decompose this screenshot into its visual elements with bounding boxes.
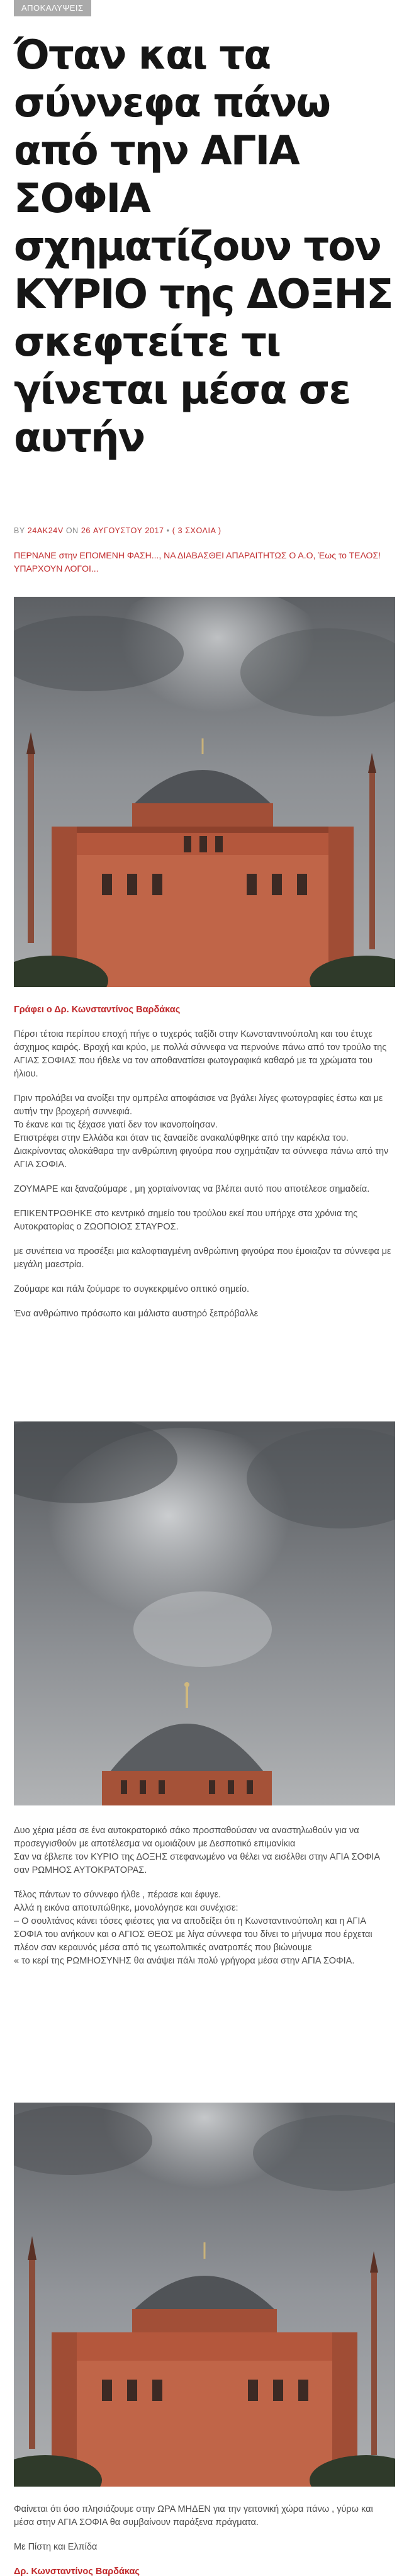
paragraph-8-line-1: Δυο χέρια μέσα σε ένα αυτοκρατορικό σάκο προσπαθούσαν να αναστηλωθούν για να προσεγγισθούν με αποτέλεσμα να ομοιάζουν με Δεσποτικό επιμανίκια: [14, 1826, 359, 1849]
author-byline: Γράφει ο Δρ. Κωνσταντίνος Βαρδάκας: [14, 1005, 181, 1015]
signature-name: Δρ. Κωνσταντίνος Βαρδάκας: [14, 2567, 140, 2576]
article-body-part-3: [14, 2503, 395, 2576]
dome-clouds-photo-graphic: [14, 1421, 395, 1805]
paragraph-4: ΕΠΙΚΕΝΤΡΩΘΗΚΕ στο κεντρικό σημείο του τρούλου εκεί που υπήρχε στα χρόνια της Αυτοκρατορίας ο ΖΩΟΠΟΙΟΣ ΣΤΑΥΡΟΣ.: [14, 1209, 358, 1232]
article-body-part-1: [14, 1003, 395, 1332]
meta-comments-link[interactable]: ( 3 ΣΧΟΛΙΑ ): [172, 526, 221, 535]
article-title: Όταν και τα σύννεφα πάνω από την ΑΓΙΑ ΣΟΦΙΑ σχηματίζουν τον ΚΥΡΙΟ της ΔΟΞΗΣ σκεφτείτε τι γίνεται μέσα σε αυτήν: [14, 32, 393, 461]
paragraph-11: Με Πίστη και Ελπίδα: [14, 2542, 98, 2552]
promo-link[interactable]: ΠΕΡΝΑΝΕ στην ΕΠΟΜΕΝΗ ΦΑΣΗ..., ΝΑ ΔΙΑΒΑΣΘΕΙ ΑΠΑΡΑΙΤΗΤΩΣ Ο Α.Ο, Έως το ΤΕΛΟΣ! ΥΠΑΡΧΟΥΝ ΛΟΓΟΙ...: [14, 550, 381, 573]
hagia-sophia-photo: [14, 597, 395, 987]
paragraph-2: [14, 1092, 395, 1172]
paragraph-2-line-2: Το έκανε και τις ξέχασε γιατί δεν τον ικανοποίησαν.: [14, 1120, 218, 1130]
meta-on: ON: [65, 526, 79, 535]
meta-author-link[interactable]: 24AK24V: [27, 526, 64, 535]
meta-by: BY: [14, 526, 25, 535]
paragraph-8-line-2: Σαν να έβλεπε τον ΚΥΡΙΟ της ΔΟΞΗΣ στεφανωμένο να θέλει να εισέλθει στην ΑΓΙΑ ΣΟΦΙΑ σαν ΡΩΜΗΟΣ ΑΥΤΟΚΡΑΤΟΡΑΣ.: [14, 1852, 380, 1875]
paragraph-9-line-1: Τέλος πάντων το σύννεφο ήλθε , πέρασε και έφυγε.: [14, 1890, 221, 1900]
paragraph-3: ΖΟΥΜΑΡΕ και ξαναζούμαρε , μη χορταίνοντας να βλέπει αυτό που αποτέλεσε σημαδεία.: [14, 1184, 370, 1194]
paragraph-9: [14, 1889, 395, 1968]
category-badge[interactable]: ΑΠΟΚΑΛΥΨΕΙΣ: [14, 0, 91, 16]
paragraph-2-line-3: Επιστρέφει στην Ελλάδα και όταν τις ξαναείδε ανακαλύφθηκε από την καρέκλα του.: [14, 1133, 349, 1143]
paragraph-10: Φαίνεται ότι όσο πλησιάζουμε στην ΩΡΑ ΜΗΔΕΝ για την γειτονική χώρα πάνω , γύρω και μέσα στην ΑΓΙΑ ΣΟΦΙΑ θα συμβαίνουν παράξενα πράγματα.: [14, 2504, 373, 2528]
paragraph-6: Ζούμαρε και πάλι ζούμαρε το συγκεκριμένο οπτικό σημείο.: [14, 1284, 250, 1294]
paragraph-2-line-1: Πριν προλάβει να ανοίξει την ομπρέλα αποφάσισε να βγάλει λίγες φωτογραφίες έστω και με αυτήν την βροχερή συννεφιά.: [14, 1093, 383, 1117]
dome-clouds-photo: [14, 1421, 395, 1805]
meta-date[interactable]: 26 ΑΥΓΟΥΣΤΟΥ 2017: [81, 526, 164, 535]
paragraph-9-line-2: Αλλά η εικόνα αποτυπώθηκε, μονολόγησε και συνέχισε:: [14, 1903, 238, 1913]
paragraph-8: [14, 1824, 395, 1877]
hagia-sophia-photo-2: [14, 2103, 395, 2487]
paragraph-5: με συνέπεια να προσέξει μια καλοφτιαγμένη ανθρώπινη φιγούρα που έμοιαζαν τα σύννεφα με μεγάλη μαεστρία.: [14, 1246, 391, 1270]
paragraph-9-line-4: « το κερί της ΡΩΜΗΟΣΥΝΗΣ θα ανάψει πάλι πολύ γρήγορα μέσα στην ΑΓΙΑ ΣΟΦΙΑ.: [14, 1956, 355, 1966]
paragraph-2-line-4: Διακρίνοντας ολοκάθαρα την ανθρώπινη φιγούρα που σχημάτιζαν τα σύννεφα πάνω από την ΑΓΙΑ ΣΟΦΙΑ.: [14, 1146, 389, 1170]
paragraph-7: Ένα ανθρώπινο πρόσωπο και μάλιστα αυστηρό ξεπρόβαλλε: [14, 1309, 259, 1319]
paragraph-1: Πέρσι τέτοια περίπου εποχή πήγε ο τυχερός ταξίδι στην Κωνσταντινούπολη και του έτυχε άσχημος καιρός. Βροχή και κρύο, με πολλά σύννεφα να περνούνε πάνω από τον τρούλο της ΑΓΙΑΣ ΣΟΦΙΑΣ που ήθελε να τον αποθανατίσει φωτογραφικά καθαρό με τα χρώματα του ήλιου.: [14, 1029, 387, 1079]
article-meta: [14, 526, 395, 535]
meta-separator: •: [166, 526, 170, 535]
signature: [14, 2565, 395, 2576]
paragraph-9-line-3: – Ο σουλτάνος κάνει τόσες φιέστες για να αποδείξει ότι η Κωνσταντινούπολη και η ΑΓΙΑ ΣΟΦΙΑ του ανήκουν και ο ΑΓΙΟΣ ΘΕΟΣ με λίγα σύννεφα του δίνει το μήνυμα που έρχεται πλέον σαν κεραυνός μέσα από τις γεωπολιτικές ανατροπές που βιώνουμε: [14, 1916, 373, 1953]
article-body-part-2: [14, 1824, 395, 1979]
hagia-sophia-photo-2-graphic: [14, 2103, 395, 2487]
author-line: [14, 1003, 395, 1017]
hagia-sophia-photo-graphic: [14, 597, 395, 987]
